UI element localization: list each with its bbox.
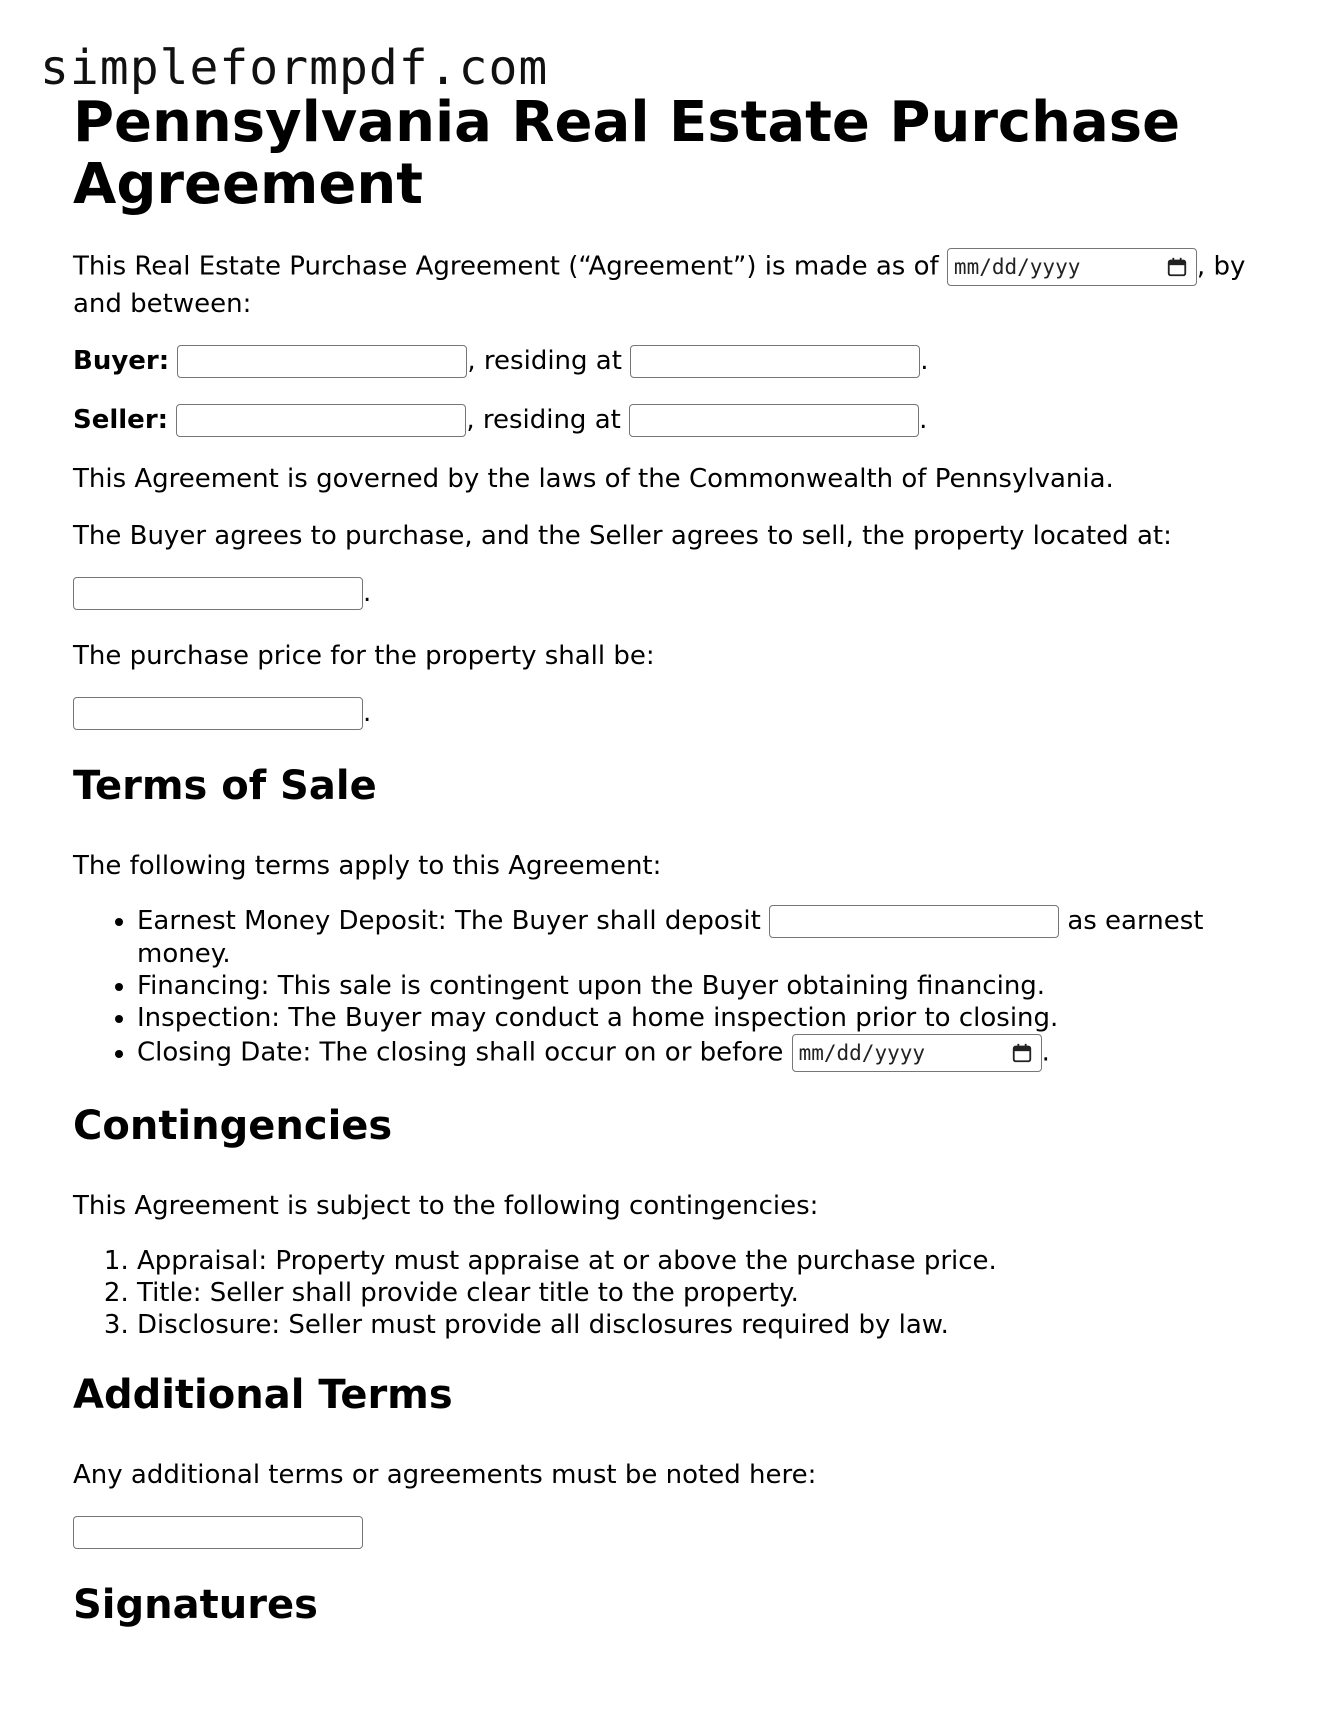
buyer-residing-text: , residing at — [467, 346, 622, 376]
list-item: 3. Disclosure: Seller must provide all disclosures required by law. — [137, 1309, 1273, 1341]
signatures-heading: Signatures — [73, 1582, 318, 1628]
contingencies-heading: Contingencies — [73, 1103, 393, 1149]
list-item: 1. Appraisal: Property must appraise at or above the purchase price. — [137, 1245, 1273, 1277]
property-end: . — [363, 578, 372, 608]
list-item: • Financing: This sale is contingent upon the Buyer obtaining financing. — [137, 970, 1273, 1002]
buyer-name-input[interactable] — [177, 345, 467, 378]
additional-terms-input[interactable] — [73, 1516, 363, 1549]
property-field-row — [73, 575, 1273, 612]
seller-address-input[interactable] — [629, 404, 919, 437]
calendar-icon[interactable] — [1166, 256, 1188, 278]
intro-paragraph — [73, 248, 1273, 323]
calendar-icon[interactable] — [1011, 1042, 1033, 1064]
additional-terms-intro: Any additional terms or agreements must be noted here: — [73, 1460, 817, 1490]
seller-end: . — [919, 405, 928, 435]
buyer-address-input[interactable] — [630, 345, 920, 378]
closing-text: Closing Date: The closing shall occur on or before — [137, 1037, 784, 1068]
buyer-label: Buyer: — [73, 346, 170, 376]
intro-text: This Real Estate Purchase Agreement (“Agreement”) is made as of — [73, 251, 939, 282]
buyer-end: . — [920, 346, 929, 376]
buyer-row — [73, 343, 1273, 380]
terms-heading: Terms of Sale — [73, 763, 377, 809]
closing-end: . — [1041, 1037, 1050, 1068]
form-document — [73, 92, 1273, 1667]
seller-name-input[interactable] — [176, 404, 466, 437]
price-text: The purchase price for the property shall be: — [73, 641, 655, 671]
list-item: 2. Title: Seller shall provide clear title to the property. — [137, 1277, 1273, 1309]
contingencies-list — [73, 1245, 1273, 1341]
closing-date-input[interactable] — [792, 1034, 1042, 1072]
contingencies-intro: This Agreement is subject to the following contingencies: — [73, 1191, 819, 1221]
earnest-text-end: as earnest money. — [137, 906, 1204, 969]
agreement-date-placeholder: mm/dd/yyyy — [953, 254, 1081, 279]
purchase-price-input[interactable] — [73, 697, 363, 730]
property-address-input[interactable] — [73, 577, 363, 610]
list-item: • Inspection: The Buyer may conduct a home inspection prior to closing. — [137, 1002, 1273, 1034]
watermark: simpleformpdf.com — [40, 40, 549, 96]
list-item — [137, 905, 1273, 970]
governing-law-text: This Agreement is governed by the laws of the Commonwealth of Pennsylvania. — [73, 464, 1114, 494]
page-title: Pennsylvania Real Estate Purchase Agreement — [73, 90, 1181, 217]
seller-label: Seller: — [73, 405, 169, 435]
additional-field-row — [73, 1514, 1273, 1551]
terms-intro: The following terms apply to this Agreement: — [73, 851, 662, 881]
earnest-text: Earnest Money Deposit: The Buyer shall deposit — [137, 906, 761, 936]
seller-row — [73, 402, 1273, 439]
seller-residing-text: , residing at — [466, 405, 621, 435]
intro-text-end: , by and between: — [73, 251, 1246, 319]
agreement-date-input[interactable] — [947, 248, 1197, 286]
additional-terms-heading: Additional Terms — [73, 1372, 453, 1418]
list-item — [137, 1034, 1273, 1072]
property-text: The Buyer agrees to purchase, and the Seller agrees to sell, the property located at: — [73, 521, 1172, 551]
terms-list — [73, 905, 1273, 1072]
earnest-deposit-input[interactable] — [769, 905, 1059, 938]
closing-date-placeholder: mm/dd/yyyy — [798, 1041, 926, 1065]
price-field-row — [73, 695, 1273, 732]
price-end: . — [363, 698, 372, 728]
